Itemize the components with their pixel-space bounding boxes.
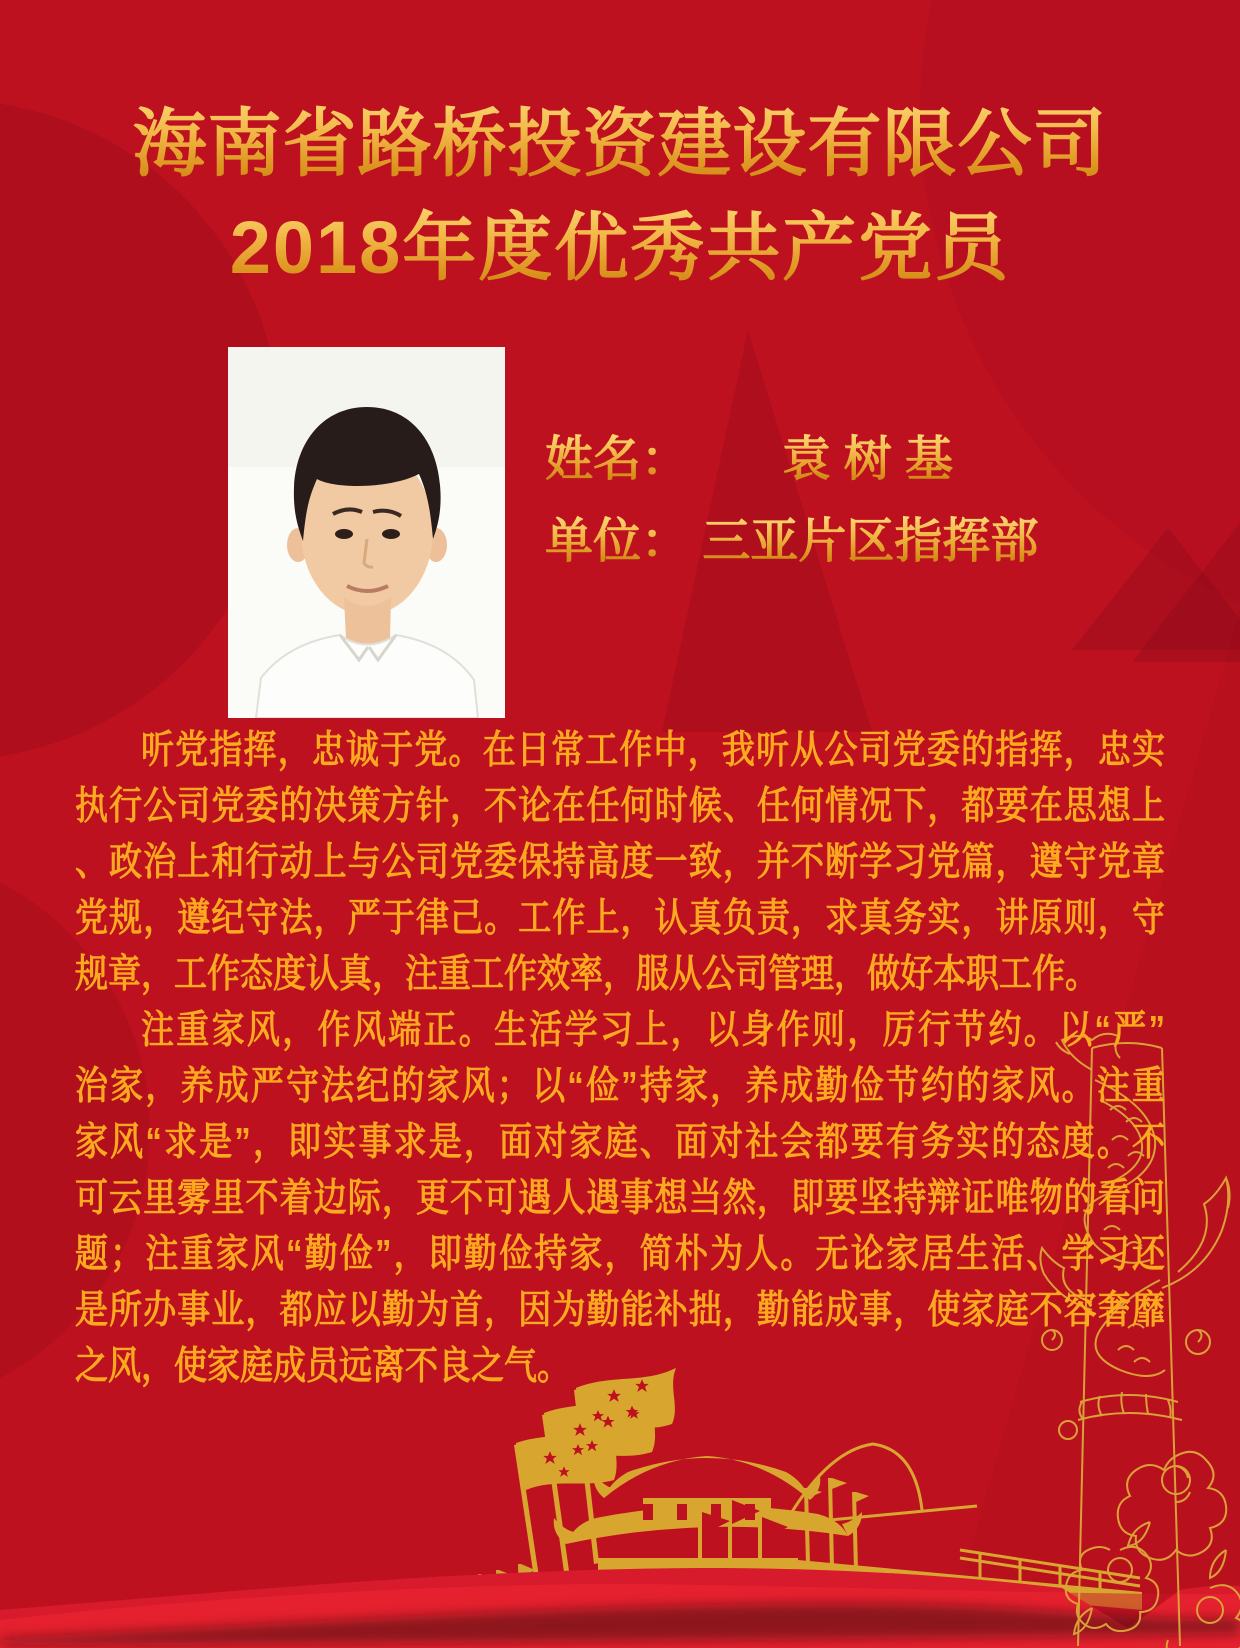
body-line: 、政治上和行动上与公司党委保持高度一致，并不断学习党篇，遵守党章 [75,839,1165,884]
portrait-photo [228,347,505,718]
unit-value: 三亚片区指挥部 [702,515,1039,568]
name-row [545,430,1038,490]
body-line: 可云里雾里不着边际，更不可遇人遇事想当然，即要坚持辩证唯物的看问 [75,1175,1165,1220]
body-text [75,722,1165,1394]
title-line-1: 海南省路桥投资建设有限公司 [0,94,1240,194]
body-line: 题；注重家风“勤俭”，即勤俭持家，简朴为人。无论家居生活、学习还 [75,1231,1165,1276]
name-label: 姓名： [545,433,690,486]
title-line-2: 2018年度优秀共产党员 [0,198,1240,298]
body-line: 执行公司党委的决策方针，不论在任何时候、任何情况下，都要在思想上 [75,783,1165,828]
star-flag-icon [516,1428,618,1490]
body-line: 注重家风，作风端正。生活学习上，以身作则，厉行节约。以“严” [141,1007,1165,1052]
body-line: 规章，工作态度认真，注重工作效率，服从公司管理，做好本职工作。 [75,951,1098,996]
body-line: 党规，遵纪守法，严于律己。工作上，认真负责，求真务实，讲原则，守 [75,895,1165,940]
body-line: 之风，使家庭成员远离不良之气。 [75,1343,570,1388]
poster-title [0,94,1240,298]
body-line: 是所办事业，都应以勤为首，因为勤能补拙，勤能成事，使家庭不容奢靡 [75,1287,1165,1332]
portrait-photo-art [228,347,505,718]
body-line: 家风“求是”，即实事求是，面对家庭、面对社会都要有务实的态度。不 [75,1119,1165,1164]
body-line: 治家，养成严守法纪的家风；以“俭”持家，养成勤俭节约的家风。注重 [75,1063,1165,1108]
name-value: 袁 树 基 [782,433,954,486]
unit-label: 单位： [545,515,690,568]
profile-fields [545,430,1038,594]
body-line: 听党指挥，忠诚于党。在日常工作中，我听从公司党委的指挥，忠实 [141,727,1165,772]
unit-row [545,512,1038,572]
